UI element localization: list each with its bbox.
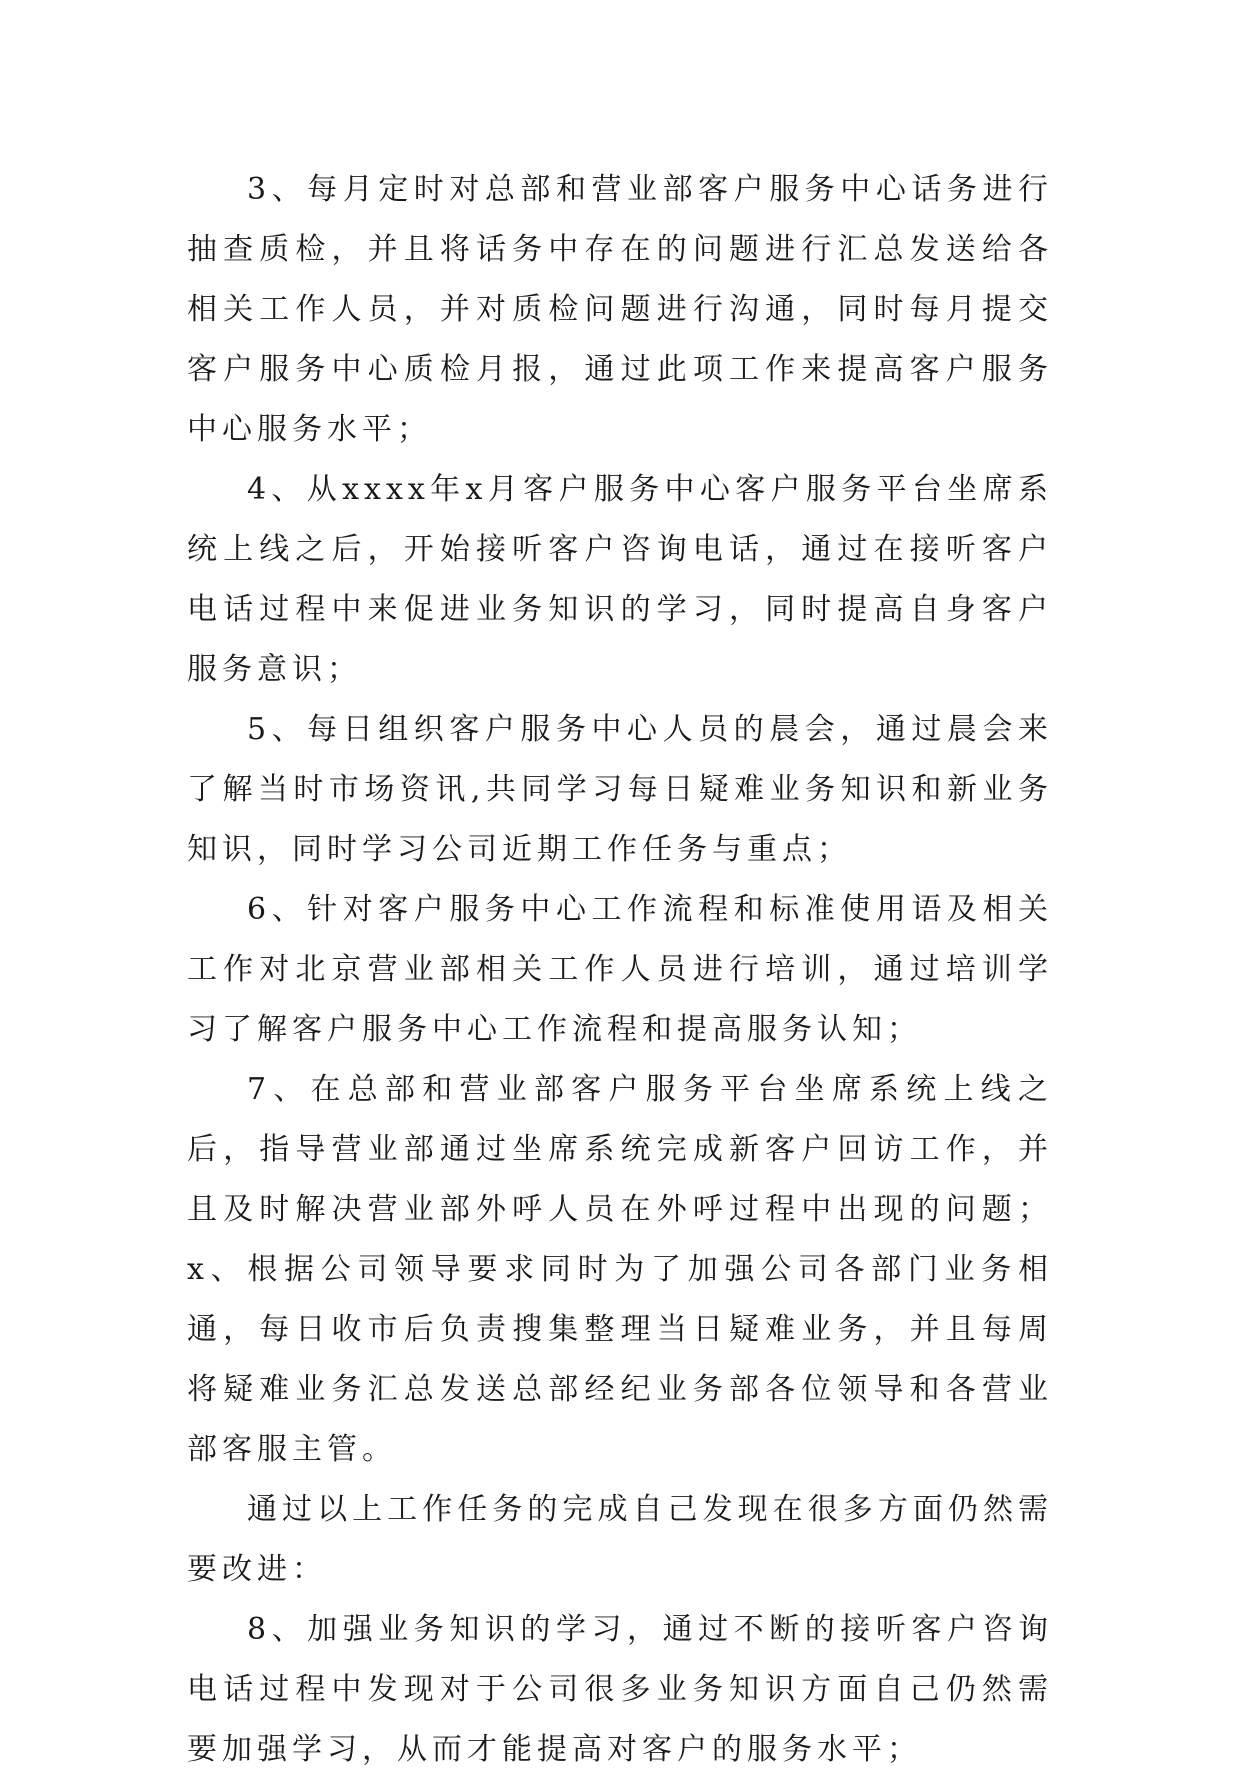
paragraph-item-5: 5、每日组织客户服务中心人员的晨会，通过晨会来了解当时市场资讯,共同学习每日疑难业务知识和新业务知识，同时学习公司近期工作任务与重点； [187,712,1053,867]
paragraph-item-3: 3、每月定时对总部和营业部客户服务中心话务进行抽查质检，并且将话务中存在的问题进行汇总发送给各相关工作人员，并对质检问题进行沟通，同时每月提交客户服务中心质检月报，通过此项工作来提高客户服务中心服务水平； [187,172,1053,447]
paragraph-item-8: 8、加强业务知识的学习，通过不断的接听客户咨询电话过程中发现对于公司很多业务知识方面自己仍然需要加强学习，从而才能提高对客户的服务水平； [187,1612,1053,1767]
document-body [187,160,1053,1780]
paragraph-item-4: 4、从xxxx年x月客户服务中心客户服务平台坐席系统上线之后，开始接听客户咨询电话，通过在接听客户电话过程中来促进业务知识的学习，同时提高自身客户服务意识； [187,472,1053,687]
paragraph-item-7: 7、在总部和营业部客户服务平台坐席系统上线之后，指导营业部通过坐席系统完成新客户回访工作，并且及时解决营业部外呼人员在外呼过程中出现的问题；x、根据公司领导要求同时为了加强公司各部门业务相通，每日收市后负责搜集整理当日疑难业务，并且每周将疑难业务汇总发送总部经纪业务部各位领导和各营业部客服主管。 [187,1072,1053,1467]
paragraph-item-6: 6、针对客户服务中心工作流程和标准使用语及相关工作对北京营业部相关工作人员进行培训，通过培训学习了解客户服务中心工作流程和提高服务认知； [187,892,1053,1047]
paragraph-summary: 通过以上工作任务的完成自己发现在很多方面仍然需要改进： [187,1492,1053,1587]
